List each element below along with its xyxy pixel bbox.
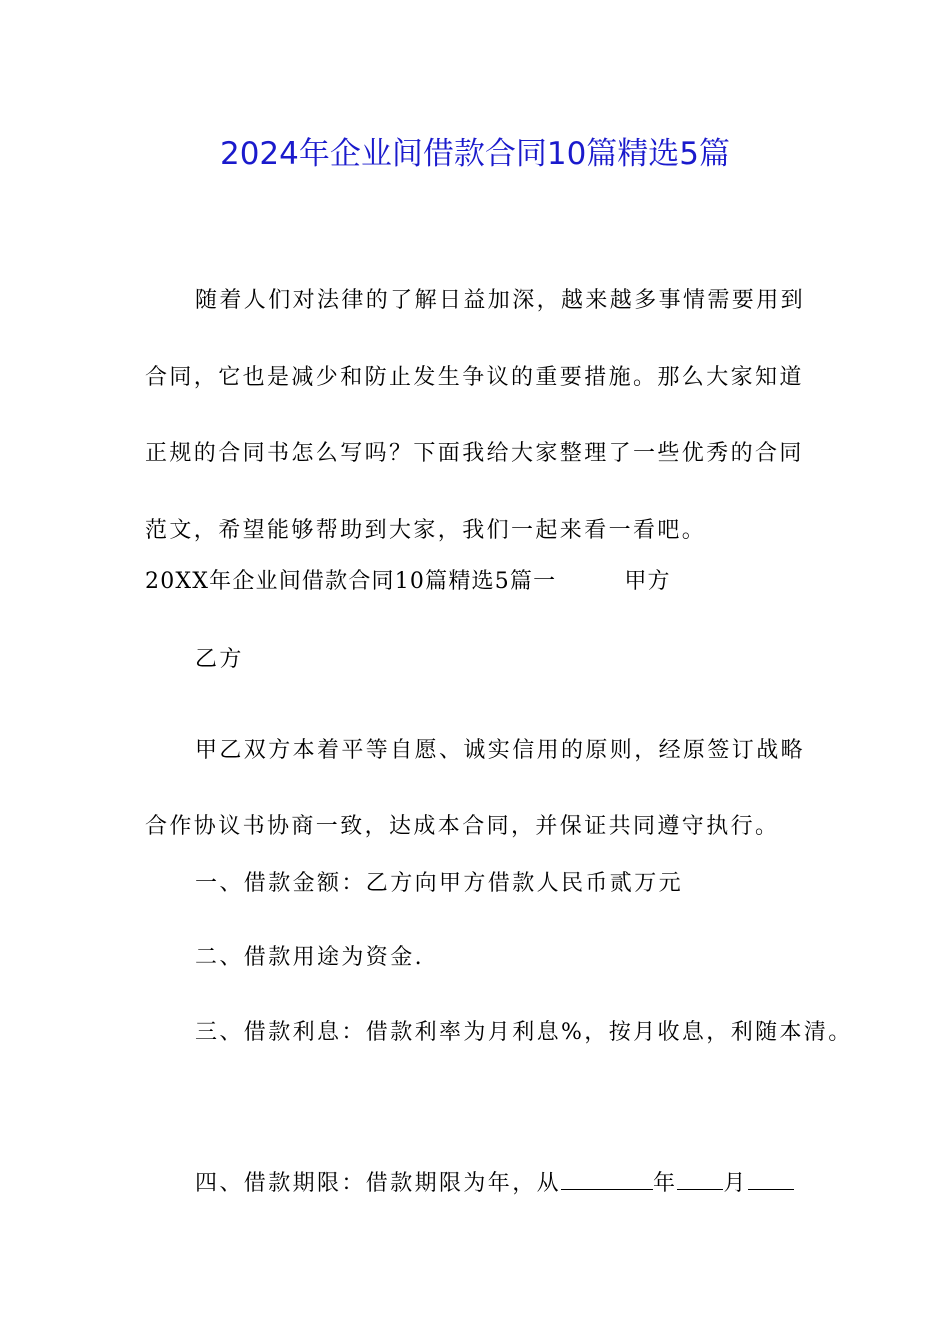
document-title: 2024年企业间借款合同10篇精选5篇 [219, 136, 731, 172]
principle-line: 甲乙双方本着平等自愿、诚实信用的原则，经原签订战略 [195, 738, 806, 763]
intro-line: 范文，希望能够帮助到大家，我们一起来看一看吧。 [145, 517, 707, 543]
party-b-row [195, 640, 244, 680]
year-blank [561, 1163, 653, 1190]
intro-line: 正规的合同书怎么写吗？下面我给大家整理了一些优秀的合同 [145, 441, 804, 466]
principle-line: 合作协议书协商一致，达成本合同，并保证共同遵守执行。 [145, 814, 780, 839]
section-heading-row [145, 562, 671, 602]
principle-paragraph [145, 713, 825, 865]
intro-line: 随着人们对法律的了解日益加深，越来越多事情需要用到 [195, 288, 806, 313]
intro-line: 合同，它也是减少和防止发生争议的重要措施。那么大家知道 [145, 364, 804, 390]
clause-interest: 三、借款利息：借款利率为月利息%，按月收息，利随本清。 [195, 1020, 853, 1045]
section-heading: 20XX年企业间借款合同10篇精选5篇一 [145, 569, 557, 594]
month-blank [677, 1163, 723, 1190]
party-a-label: 甲方 [624, 569, 671, 594]
year-label: 年 [653, 1171, 678, 1196]
clause-term-text: 四、借款期限：借款期限为年，从 [195, 1171, 562, 1196]
clause-purpose: 二、借款用途为资金. [195, 945, 424, 970]
clause-amount: 一、借款金额：乙方向甲方借款人民币贰万元 [195, 871, 684, 896]
intro-paragraph [145, 263, 825, 569]
party-b-label: 乙方 [195, 647, 244, 672]
clause-term [195, 1163, 794, 1204]
month-label: 月 [723, 1171, 748, 1196]
day-blank [748, 1163, 794, 1190]
